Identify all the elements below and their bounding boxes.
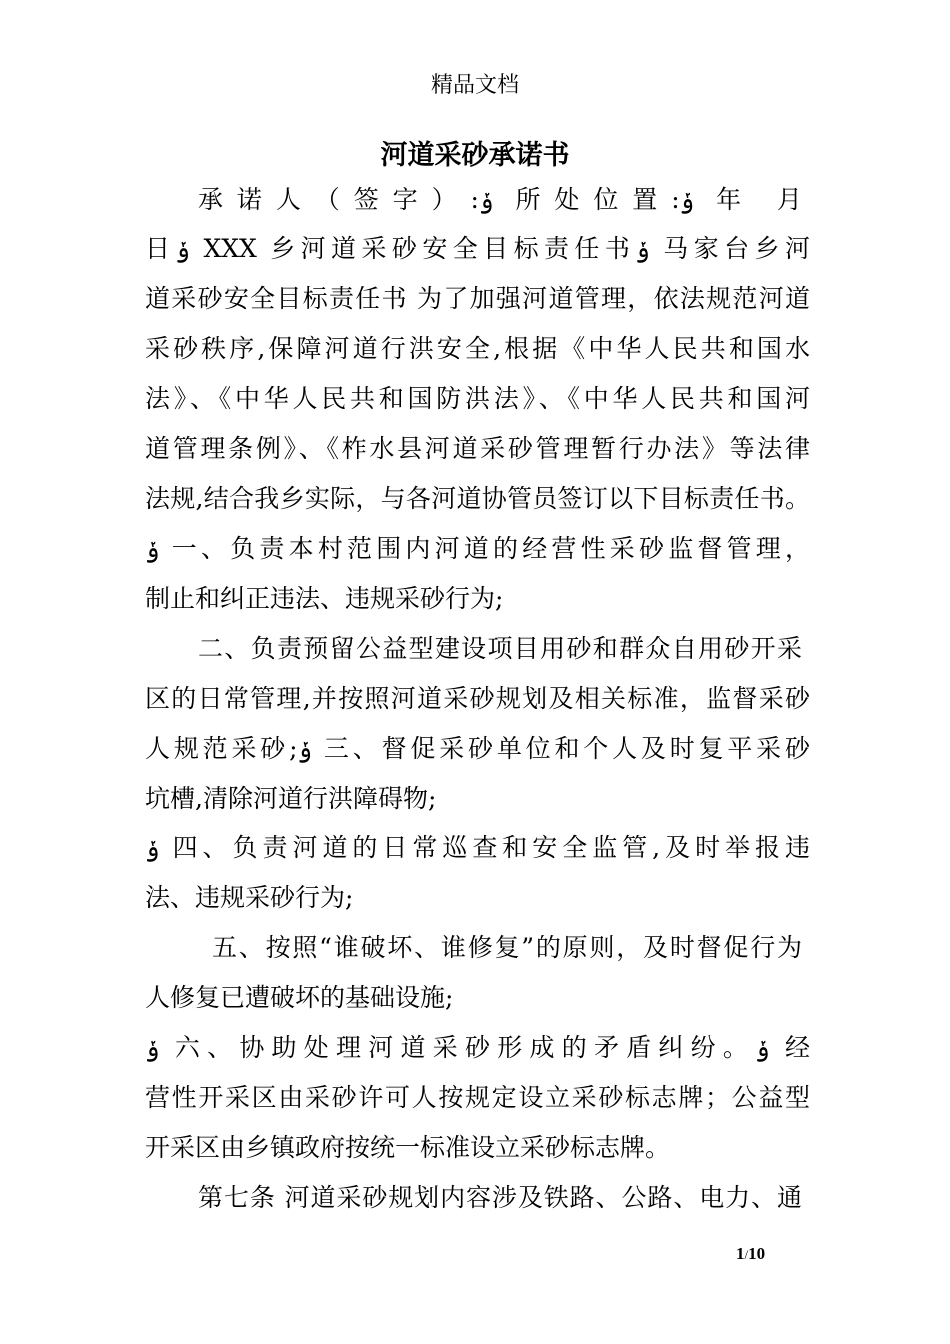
page-total: 10 — [748, 1244, 766, 1263]
text-line: 采砂秩序,保障河道行洪安全,根据《中华人民共和国水 — [145, 334, 810, 363]
text-line: 法规,结合我乡实际，与各河道协管员签订以下目标责任书。 — [145, 484, 810, 513]
text-line: 日ݸ XXX 乡河道采砂安全目标责任书ݸ 马家台乡河 — [145, 234, 810, 263]
text-line: 道管理条例》、《柞水县河道采砂管理暂行办法》等法律 — [145, 434, 810, 463]
text-line: 营性开采区由采砂许可人按规定设立采砂标志牌；公益型 — [145, 1083, 810, 1112]
page-header: 精品文档 — [430, 73, 519, 98]
page-number — [736, 1244, 765, 1264]
text-line: 第七条 河道采砂规划内容涉及铁路、公路、电力、通 — [198, 1183, 802, 1212]
text-line: 二、负责预留公益型建设项目用砂和群众自用砂开采 — [198, 634, 802, 663]
page-current: 1 — [736, 1244, 745, 1263]
page-separator: / — [744, 1247, 749, 1262]
text-line: 人规范采砂;ݸ 三、督促采砂单位和个人及时复平采砂 — [145, 734, 810, 763]
text-line: ݸ 一、负责本村范围内河道的经营性采砂监督管理， — [145, 534, 810, 563]
text-line: ݸ 四、负责河道的日常巡查和安全监管,及时举报违 — [145, 833, 810, 862]
text-line: ݸ 六、协助处理河道采砂形成的矛盾纠纷。ݸ 经 — [145, 1033, 810, 1062]
text-line: 五、按照“谁破坏、谁修复”的原则，及时督促行为 — [212, 933, 802, 962]
text-line: 承诺人（签字）:ݸ 所处位置:ݸ 年 月 — [198, 185, 802, 214]
text-line: 道采砂安全目标责任书 为了加强河道管理，依法规范河道 — [145, 284, 810, 313]
text-line: 人修复已遭破坏的基础设施; — [145, 983, 454, 1012]
text-line: 开采区由乡镇政府按统一标准设立采砂标志牌。 — [145, 1133, 671, 1162]
text-line: 坑槽,清除河道行洪障碍物; — [145, 784, 437, 813]
text-line: 法、违规采砂行为; — [145, 883, 354, 912]
text-line: 法》、《中华人民共和国防洪法》、《中华人民共和国河 — [145, 384, 810, 413]
text-line: 制止和纠正违法、违规采砂行为; — [145, 584, 504, 613]
text-line: 区的日常管理,并按照河道采砂规划及相关标准，监督采砂 — [145, 684, 810, 713]
document-title: 河道采砂承诺书 — [380, 140, 570, 171]
